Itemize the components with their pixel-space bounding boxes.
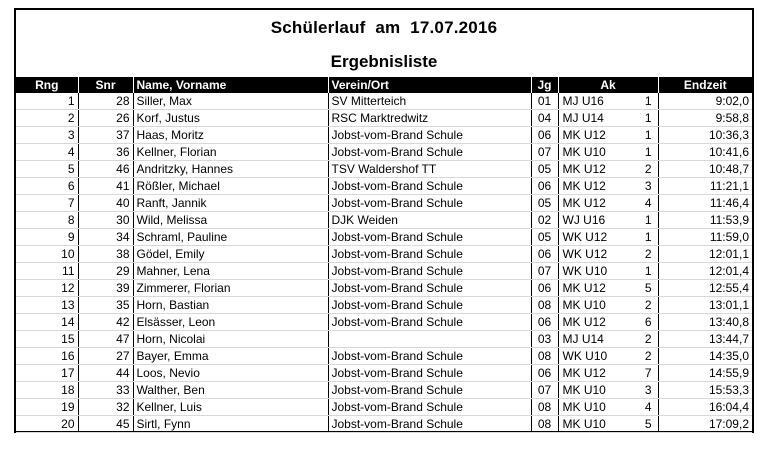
cell-endzeit: 11:46,4 xyxy=(658,195,752,212)
table-row xyxy=(16,212,752,229)
cell-jg: 05 xyxy=(531,195,558,212)
cell-endzeit: 13:44,7 xyxy=(658,331,752,348)
cell-name: Elsässer, Leon xyxy=(133,314,328,331)
cell-verein: Jobst-vom-Brand Schule xyxy=(328,263,531,280)
cell-ak xyxy=(558,416,658,433)
cell-rng: 20 xyxy=(16,416,78,433)
cell-verein: DJK Weiden xyxy=(328,212,531,229)
ak-class-label: MJ U14 xyxy=(562,111,604,125)
table-row xyxy=(16,382,752,399)
cell-jg: 06 xyxy=(531,365,558,382)
cell-jg: 04 xyxy=(531,110,558,127)
cell-rng: 12 xyxy=(16,280,78,297)
cell-name: Rößler, Michael xyxy=(133,178,328,195)
table-row xyxy=(16,93,752,110)
cell-name: Gödel, Emily xyxy=(133,246,328,263)
ak-class-place: 5 xyxy=(644,281,652,295)
cell-ak xyxy=(558,212,658,229)
ak-class-label: WK U10 xyxy=(562,264,608,278)
cell-jg: 06 xyxy=(531,246,558,263)
ak-class-label: MK U10 xyxy=(562,400,606,414)
cell-verein: Jobst-vom-Brand Schule xyxy=(328,348,531,365)
cell-endzeit: 12:55,4 xyxy=(658,280,752,297)
ak-class-label: MK U10 xyxy=(562,417,606,431)
cell-snr: 45 xyxy=(78,416,133,433)
cell-jg: 06 xyxy=(531,314,558,331)
cell-verein: Jobst-vom-Brand Schule xyxy=(328,246,531,263)
cell-rng: 10 xyxy=(16,246,78,263)
cell-name: Bayer, Emma xyxy=(133,348,328,365)
cell-endzeit: 16:04,4 xyxy=(658,399,752,416)
column-header-name: Name, Vorname xyxy=(133,77,328,93)
cell-endzeit: 9:58,8 xyxy=(658,110,752,127)
cell-snr: 40 xyxy=(78,195,133,212)
cell-name: Siller, Max xyxy=(133,93,328,110)
cell-verein: Jobst-vom-Brand Schule xyxy=(328,416,531,433)
column-header-jg: Jg xyxy=(531,77,558,93)
ak-class-place: 2 xyxy=(644,332,652,346)
cell-jg: 07 xyxy=(531,382,558,399)
cell-ak xyxy=(558,195,658,212)
results-table xyxy=(16,77,752,433)
cell-snr: 36 xyxy=(78,144,133,161)
cell-ak xyxy=(558,331,658,348)
cell-name: Loos, Nevio xyxy=(133,365,328,382)
table-row xyxy=(16,246,752,263)
results-sheet xyxy=(14,8,754,433)
ak-class-place: 3 xyxy=(644,179,652,193)
table-row xyxy=(16,110,752,127)
cell-endzeit: 13:40,8 xyxy=(658,314,752,331)
column-header-endzeit: Endzeit xyxy=(658,77,752,93)
cell-ak xyxy=(558,263,658,280)
ak-class-label: MK U12 xyxy=(562,315,606,329)
cell-jg: 01 xyxy=(531,93,558,110)
table-row xyxy=(16,178,752,195)
ak-class-label: MJ U14 xyxy=(562,332,604,346)
table-row xyxy=(16,195,752,212)
page-title: Schülerlauf am 17.07.2016 xyxy=(270,18,498,37)
cell-rng: 7 xyxy=(16,195,78,212)
cell-ak xyxy=(558,365,658,382)
cell-rng: 11 xyxy=(16,263,78,280)
table-row xyxy=(16,144,752,161)
cell-name: Korf, Justus xyxy=(133,110,328,127)
cell-ak xyxy=(558,297,658,314)
table-row xyxy=(16,399,752,416)
cell-jg: 07 xyxy=(531,144,558,161)
cell-endzeit: 15:53,3 xyxy=(658,382,752,399)
cell-ak xyxy=(558,93,658,110)
cell-name: Haas, Moritz xyxy=(133,127,328,144)
cell-snr: 30 xyxy=(78,212,133,229)
cell-rng: 1 xyxy=(16,93,78,110)
table-row xyxy=(16,314,752,331)
ak-class-place: 1 xyxy=(644,111,652,125)
ak-class-label: MK U10 xyxy=(562,383,606,397)
cell-endzeit: 9:02,0 xyxy=(658,93,752,110)
cell-verein: Jobst-vom-Brand Schule xyxy=(328,229,531,246)
column-header-verein: Verein/Ort xyxy=(328,77,531,93)
cell-verein: Jobst-vom-Brand Schule xyxy=(328,178,531,195)
cell-endzeit: 13:01,1 xyxy=(658,297,752,314)
cell-ak xyxy=(558,178,658,195)
cell-snr: 39 xyxy=(78,280,133,297)
column-header-ak: Ak xyxy=(558,77,658,93)
cell-jg: 08 xyxy=(531,399,558,416)
cell-jg: 06 xyxy=(531,178,558,195)
cell-endzeit: 10:36,3 xyxy=(658,127,752,144)
cell-rng: 9 xyxy=(16,229,78,246)
ak-class-label: MK U12 xyxy=(562,128,606,142)
ak-class-place: 1 xyxy=(644,145,652,159)
ak-class-label: MJ U16 xyxy=(562,94,604,108)
ak-class-label: MK U12 xyxy=(562,281,606,295)
cell-endzeit: 14:55,9 xyxy=(658,365,752,382)
cell-jg: 02 xyxy=(531,212,558,229)
cell-snr: 46 xyxy=(78,161,133,178)
cell-name: Schraml, Pauline xyxy=(133,229,328,246)
cell-verein: Jobst-vom-Brand Schule xyxy=(328,195,531,212)
cell-name: Kellner, Luis xyxy=(133,399,328,416)
cell-rng: 13 xyxy=(16,297,78,314)
cell-ak xyxy=(558,382,658,399)
cell-jg: 08 xyxy=(531,348,558,365)
cell-verein: Jobst-vom-Brand Schule xyxy=(328,382,531,399)
cell-endzeit: 11:59,0 xyxy=(658,229,752,246)
cell-endzeit: 11:21,1 xyxy=(658,178,752,195)
cell-rng: 17 xyxy=(16,365,78,382)
cell-verein xyxy=(328,331,531,348)
ak-class-place: 3 xyxy=(644,383,652,397)
cell-ak xyxy=(558,144,658,161)
cell-endzeit: 12:01,1 xyxy=(658,246,752,263)
cell-endzeit: 17:09,2 xyxy=(658,416,752,433)
cell-rng: 16 xyxy=(16,348,78,365)
cell-endzeit: 12:01,4 xyxy=(658,263,752,280)
ak-class-place: 1 xyxy=(644,213,652,227)
ak-class-place: 6 xyxy=(644,315,652,329)
cell-rng: 18 xyxy=(16,382,78,399)
cell-rng: 15 xyxy=(16,331,78,348)
ak-class-label: MK U12 xyxy=(562,366,606,380)
table-row xyxy=(16,365,752,382)
table-header-row xyxy=(16,77,752,93)
ak-class-label: MK U10 xyxy=(562,298,606,312)
cell-ak xyxy=(558,348,658,365)
cell-name: Zimmerer, Florian xyxy=(133,280,328,297)
table-row xyxy=(16,331,752,348)
cell-snr: 44 xyxy=(78,365,133,382)
ak-class-place: 1 xyxy=(644,264,652,278)
cell-jg: 08 xyxy=(531,416,558,433)
results-body xyxy=(16,93,752,433)
cell-snr: 47 xyxy=(78,331,133,348)
cell-rng: 8 xyxy=(16,212,78,229)
cell-ak xyxy=(558,399,658,416)
ak-class-label: MK U10 xyxy=(562,145,606,159)
table-row xyxy=(16,416,752,433)
ak-class-place: 2 xyxy=(644,247,652,261)
table-row xyxy=(16,280,752,297)
ak-class-place: 2 xyxy=(644,298,652,312)
cell-verein: Jobst-vom-Brand Schule xyxy=(328,297,531,314)
cell-jg: 08 xyxy=(531,297,558,314)
cell-ak xyxy=(558,280,658,297)
table-row xyxy=(16,161,752,178)
cell-name: Ranft, Jannik xyxy=(133,195,328,212)
cell-ak xyxy=(558,246,658,263)
cell-verein: RSC Marktredwitz xyxy=(328,110,531,127)
ak-class-label: MK U12 xyxy=(562,179,606,193)
table-row xyxy=(16,127,752,144)
table-row xyxy=(16,297,752,314)
ak-class-label: MK U12 xyxy=(562,196,606,210)
cell-snr: 28 xyxy=(78,93,133,110)
cell-snr: 27 xyxy=(78,348,133,365)
cell-rng: 3 xyxy=(16,127,78,144)
cell-jg: 05 xyxy=(531,229,558,246)
table-row xyxy=(16,263,752,280)
cell-snr: 29 xyxy=(78,263,133,280)
cell-name: Walther, Ben xyxy=(133,382,328,399)
cell-endzeit: 14:35,0 xyxy=(658,348,752,365)
cell-verein: Jobst-vom-Brand Schule xyxy=(328,144,531,161)
cell-ak xyxy=(558,110,658,127)
column-header-rng: Rng xyxy=(16,77,78,93)
cell-snr: 34 xyxy=(78,229,133,246)
cell-verein: Jobst-vom-Brand Schule xyxy=(328,127,531,144)
ak-class-label: MK U12 xyxy=(562,162,606,176)
cell-rng: 5 xyxy=(16,161,78,178)
page-subtitle: Ergebnisliste xyxy=(330,52,438,71)
cell-name: Sirtl, Fynn xyxy=(133,416,328,433)
cell-ak xyxy=(558,127,658,144)
ak-class-place: 2 xyxy=(644,162,652,176)
cell-rng: 14 xyxy=(16,314,78,331)
ak-class-place: 4 xyxy=(644,196,652,210)
cell-name: Horn, Bastian xyxy=(133,297,328,314)
cell-endzeit: 10:48,7 xyxy=(658,161,752,178)
cell-jg: 06 xyxy=(531,127,558,144)
cell-jg: 07 xyxy=(531,263,558,280)
ak-class-label: WK U10 xyxy=(562,349,608,363)
cell-snr: 42 xyxy=(78,314,133,331)
cell-jg: 05 xyxy=(531,161,558,178)
cell-ak xyxy=(558,229,658,246)
cell-verein: Jobst-vom-Brand Schule xyxy=(328,280,531,297)
ak-class-place: 1 xyxy=(644,94,652,108)
cell-name: Horn, Nicolai xyxy=(133,331,328,348)
cell-rng: 6 xyxy=(16,178,78,195)
ak-class-place: 1 xyxy=(644,128,652,142)
cell-snr: 32 xyxy=(78,399,133,416)
cell-snr: 41 xyxy=(78,178,133,195)
cell-jg: 06 xyxy=(531,280,558,297)
cell-verein: SV Mitterteich xyxy=(328,93,531,110)
cell-ak xyxy=(558,161,658,178)
cell-snr: 38 xyxy=(78,246,133,263)
cell-rng: 4 xyxy=(16,144,78,161)
cell-verein: Jobst-vom-Brand Schule xyxy=(328,399,531,416)
table-row xyxy=(16,229,752,246)
cell-ak xyxy=(558,314,658,331)
ak-class-place: 2 xyxy=(644,349,652,363)
cell-snr: 33 xyxy=(78,382,133,399)
cell-endzeit: 10:41,6 xyxy=(658,144,752,161)
cell-snr: 26 xyxy=(78,110,133,127)
cell-endzeit: 11:53,9 xyxy=(658,212,752,229)
cell-verein: Jobst-vom-Brand Schule xyxy=(328,314,531,331)
cell-name: Kellner, Florian xyxy=(133,144,328,161)
cell-name: Wild, Melissa xyxy=(133,212,328,229)
column-header-snr: Snr xyxy=(78,77,133,93)
cell-verein: Jobst-vom-Brand Schule xyxy=(328,365,531,382)
ak-class-label: WK U12 xyxy=(562,247,608,261)
ak-class-place: 5 xyxy=(644,417,652,431)
ak-class-place: 1 xyxy=(644,230,652,244)
table-row xyxy=(16,348,752,365)
cell-snr: 35 xyxy=(78,297,133,314)
cell-verein: TSV Waldershof TT xyxy=(328,161,531,178)
cell-snr: 37 xyxy=(78,127,133,144)
cell-name: Andritzky, Hannes xyxy=(133,161,328,178)
cell-name: Mahner, Lena xyxy=(133,263,328,280)
cell-rng: 2 xyxy=(16,110,78,127)
ak-class-label: WK U12 xyxy=(562,230,608,244)
ak-class-label: WJ U16 xyxy=(562,213,606,227)
ak-class-place: 7 xyxy=(644,366,652,380)
cell-jg: 03 xyxy=(531,331,558,348)
ak-class-place: 4 xyxy=(644,400,652,414)
cell-rng: 19 xyxy=(16,399,78,416)
